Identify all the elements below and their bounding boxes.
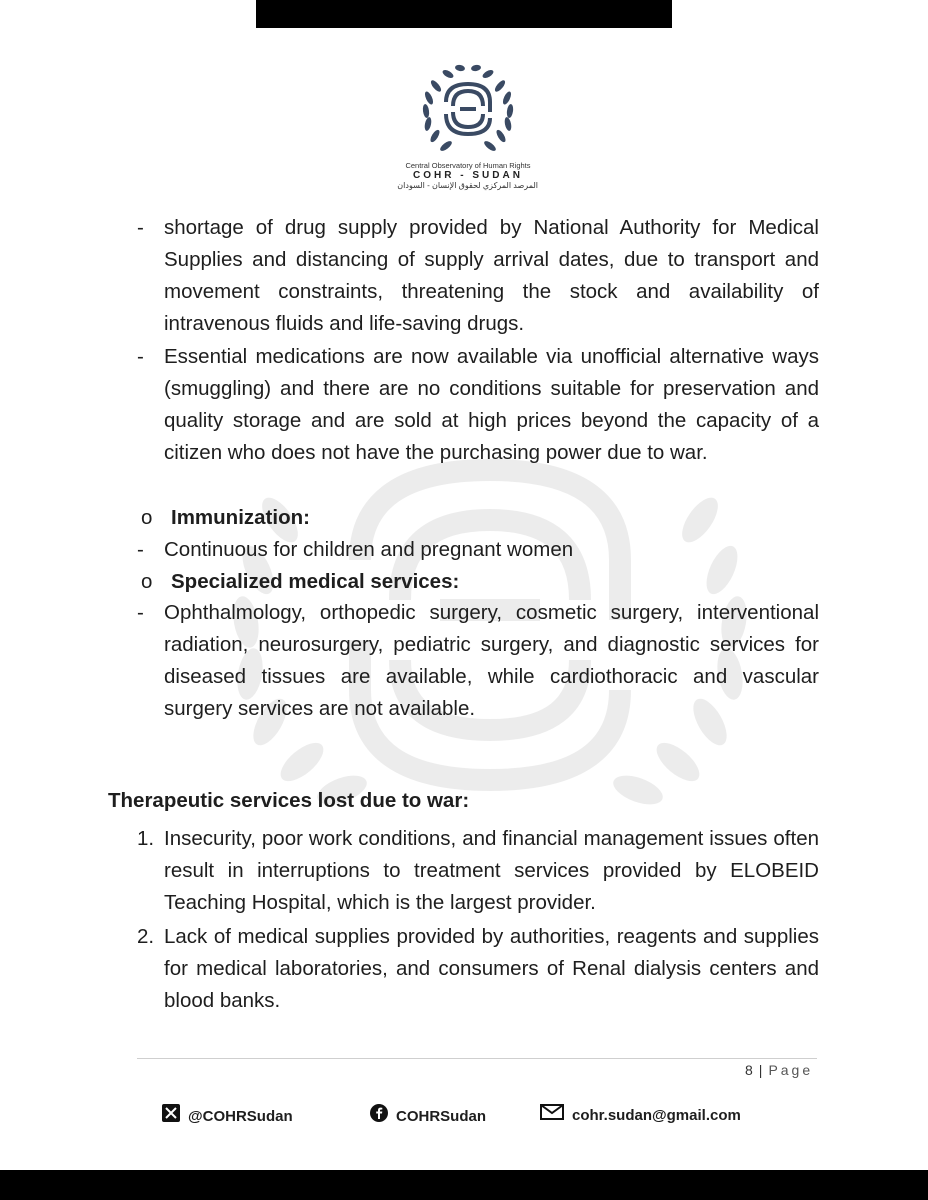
envelope-icon [540, 1104, 564, 1127]
cohr-emblem-icon [416, 56, 520, 160]
bullet-text: Essential medications are now available via unofficial alternative ways (smuggling) and there are no conditions suitable for preservation and quality storage and are sold at high prices beyond the capacity of a citizen who does not have the purchasing power due to war. [164, 345, 819, 464]
bullet-marker: - [137, 216, 144, 239]
facebook-handle[interactable]: COHRSudan [396, 1107, 486, 1125]
twitter-handle[interactable]: @COHRSudan [188, 1107, 293, 1125]
heading-label: Specialized medical services: [171, 570, 460, 593]
organization-logo [398, 56, 538, 208]
footer-divider [137, 1058, 817, 1059]
page-separator: | [758, 1062, 763, 1078]
bullet-text: shortage of drug supply provided by National Authority for Medical Supplies and distancing of supply arrival dates, due to transport and movement constraints, threatening the stock and availability of intravenous fluids and life-saving drugs. [164, 216, 819, 335]
section-title: Therapeutic services lost due to war: [108, 789, 470, 812]
list-item [137, 597, 819, 725]
numbered-item [137, 823, 819, 919]
numbered-item [137, 921, 819, 1017]
logo-arabic-name: المرصد المركزي لحقوق الإنسان - السودان [397, 181, 538, 190]
x-twitter-icon [162, 1104, 180, 1129]
top-redaction-bar [256, 0, 672, 28]
email-address[interactable]: cohr.sudan@gmail.com [572, 1106, 741, 1124]
bullet-text: Ophthalmology, orthopedic surgery, cosmetic surgery, interventional radiation, neurosurgery, pediatric surgery, and diagnostic services for diseased tissues are available, while cardiothoracic and vascular surgery services are not available. [164, 601, 819, 720]
circle-bullet-marker: o [141, 570, 153, 593]
email-contact[interactable] [540, 1104, 741, 1127]
bullet-marker: - [137, 538, 144, 561]
list-item [137, 341, 819, 469]
page-word: Page [768, 1062, 814, 1078]
bullet-text: Continuous for children and pregnant women [164, 538, 574, 561]
heading-label: Immunization: [171, 506, 310, 529]
bullet-marker: - [137, 601, 144, 624]
facebook-contact[interactable] [370, 1104, 486, 1129]
list-item [137, 534, 819, 566]
list-item [137, 212, 819, 340]
item-text: Insecurity, poor work conditions, and financial management issues often result in interruptions to treatment services provided by ELOBEID Teaching Hospital, which is the largest provider. [164, 827, 819, 914]
logo-abbreviation: COHR - SUDAN [413, 170, 523, 181]
item-number: 2. [137, 925, 155, 948]
circle-bullet-marker: o [141, 506, 153, 529]
item-text: Lack of medical supplies provided by authorities, reagents and supplies for medical laboratories, and consumers of Renal dialysis centers and blood banks. [164, 925, 819, 1012]
page-number [745, 1060, 813, 1080]
immunization-heading [141, 502, 310, 534]
page-number-value: 8 [745, 1062, 753, 1078]
specialized-services-heading [141, 566, 459, 598]
bullet-marker: - [137, 345, 144, 368]
facebook-icon [370, 1104, 388, 1129]
twitter-contact[interactable] [162, 1104, 293, 1129]
item-number: 1. [137, 827, 155, 850]
bottom-redaction-bar [0, 1170, 928, 1200]
logo-english-name: Central Observatory of Human Rights [405, 161, 531, 170]
